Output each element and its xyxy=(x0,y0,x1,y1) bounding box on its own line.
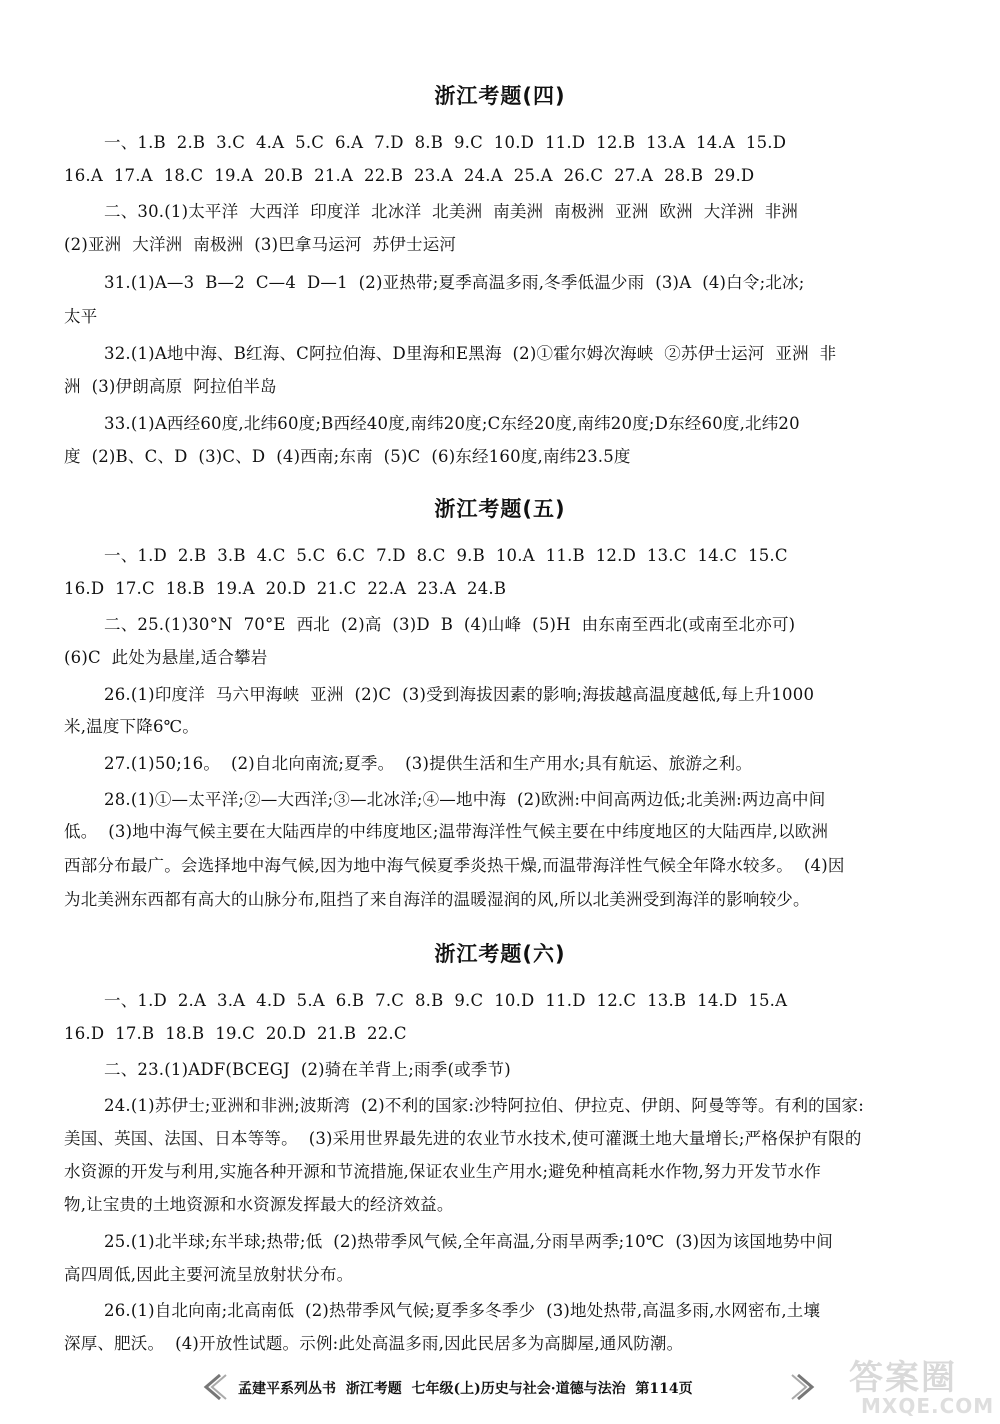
section-title-5: 浙江考题(五) xyxy=(434,497,566,521)
answer-line: 一、1.D 2.A 3.A 4.D 5.A 6.B 7.C 8.B 9.C 10.D 11.D 12.C 13.B 14.D 15.A xyxy=(104,991,788,1010)
answer-line: 一、1.B 2.B 3.C 4.A 5.C 6.A 7.D 8.B 9.C 10.D 11.D 12.B 13.A 14.A 15.D xyxy=(104,133,787,152)
answer-line: (2)亚洲 大洋洲 南极洲 (3)巴拿马运河 苏伊士运河 xyxy=(64,235,457,254)
chevron-left-icon xyxy=(200,1372,228,1402)
answer-line: 24.(1)苏伊士;亚洲和非洲;波斯湾 (2)不利的国家:沙特阿拉伯、伊拉克、伊朗、阿曼等等。有利的国家: xyxy=(104,1096,865,1115)
answer-line: 高四周低,因此主要河流呈放射状分布。 xyxy=(64,1265,354,1284)
answer-line: 32.(1)A地中海、B红海、C阿拉伯海、D里海和E黑海 (2)①霍尔姆次海峡 ②苏伊士运河 亚洲 非 xyxy=(104,344,837,363)
answer-line: 度 (2)B、C、D (3)C、D (4)西南;东南 (5)C (6)东经160度,南纬23.5度 xyxy=(64,447,631,466)
answer-line: 低。 (3)地中海气候主要在大陆西岸的中纬度地区;温带海洋性气候主要在中纬度地区的大陆西岸,以欧洲 xyxy=(64,822,829,841)
answer-line: 26.(1)印度洋 马六甲海峡 亚洲 (2)C (3)受到海拔因素的影响;海拔越高温度越低,每上升1000 xyxy=(104,685,815,704)
answer-line: 洲 (3)伊朗高原 阿拉伯半岛 xyxy=(64,377,277,396)
answer-line: 31.(1)A—3 B—2 C—4 D—1 (2)亚热带;夏季高温多雨,冬季低温少雨 (3)A (4)白令;北冰; xyxy=(104,273,805,292)
answer-line: 25.(1)北半球;东半球;热带;低 (2)热带季风气候,全年高温,分雨旱两季;10℃ (3)因为该国地势中间 xyxy=(104,1232,833,1251)
answer-line: 二、25.(1)30°N 70°E 西北 (2)高 (3)D B (4)山峰 (5)H 由东南至西北(或南至北亦可) xyxy=(104,615,796,634)
answer-line: 二、23.(1)ADF(BCEGJ (2)骑在羊背上;雨季(或季节) xyxy=(104,1060,511,1079)
answer-line: 水资源的开发与利用,实施各种开源和节流措施,保证农业生产用水;避免种植高耗水作物,努力开发节水作 xyxy=(64,1162,821,1181)
section-title-4: 浙江考题(四) xyxy=(434,84,566,108)
answer-line: 美国、英国、法国、日本等等。 (3)采用世界最先进的农业节水技术,使可灌溉土地大量增长;严格保护有限的 xyxy=(64,1129,862,1148)
answer-line: 二、30.(1)太平洋 大西洋 印度洋 北冰洋 北美洲 南美洲 南极洲 亚洲 欧洲 大洋洲 非洲 xyxy=(104,202,799,221)
answer-line: 16.D 17.C 18.B 19.A 20.D 21.C 22.A 23.A 24.B xyxy=(64,579,507,598)
answer-line: 16.A 17.A 18.C 19.A 20.B 21.A 22.B 23.A 24.A 25.A 26.C 27.A 28.B 29.D xyxy=(64,166,755,185)
answer-line: 米,温度下降6℃。 xyxy=(64,717,200,736)
watermark-logo: 答案圈 xyxy=(849,1358,957,1398)
watermark-url: MXQE.COM xyxy=(861,1394,995,1418)
answer-line: 28.(1)①—太平洋;②—大西洋;③—北冰洋;④—地中海 (2)欧洲:中间高两边低;北美洲:两边高中间 xyxy=(104,790,826,809)
answer-line: 一、1.D 2.B 3.B 4.C 5.C 6.C 7.D 8.C 9.B 10.A 11.B 12.D 13.C 14.C 15.C xyxy=(104,546,788,565)
answer-line: 为北美洲东西都有高大的山脉分布,阻挡了来自海洋的温暖湿润的风,所以北美洲受到海洋的影响较少。 xyxy=(64,890,810,909)
answer-line: 西部分布最广。会选择地中海气候,因为地中海气候夏季炎热干燥,而温带海洋性气候全年降水较多。 (4)因 xyxy=(64,856,845,875)
answer-line: 16.D 17.B 18.B 19.C 20.D 21.B 22.C xyxy=(64,1024,407,1043)
answer-line: (6)C 此处为悬崖,适合攀岩 xyxy=(64,648,268,667)
footer-text: 孟建平系列丛书 浙江考题 七年级(上)历史与社会·道德与法治 第114页 xyxy=(238,1381,693,1397)
answer-line: 27.(1)50;16。 (2)自北向南流;夏季。 (3)提供生活和生产用水;具有航运、旅游之利。 xyxy=(104,754,753,773)
answer-line: 26.(1)自北向南;北高南低 (2)热带季风气候;夏季多冬季少 (3)地处热带,高温多雨,水网密布,土壤 xyxy=(104,1301,821,1320)
answer-line: 物,让宝贵的土地资源和水资源发挥最大的经济效益。 xyxy=(64,1195,454,1214)
chevron-right-icon xyxy=(790,1372,818,1402)
watermark xyxy=(845,1350,995,1424)
answer-line: 太平 xyxy=(64,307,98,326)
section-title-6: 浙江考题(六) xyxy=(434,942,566,966)
answer-line: 33.(1)A西经60度,北纬60度;B西经40度,南纬20度;C东经20度,南纬20度;D东经60度,北纬20 xyxy=(104,414,800,433)
answer-line: 深厚、肥沃。 (4)开放性试题。示例:此处高温多雨,因此民居多为高脚屋,通风防潮。 xyxy=(64,1334,684,1353)
